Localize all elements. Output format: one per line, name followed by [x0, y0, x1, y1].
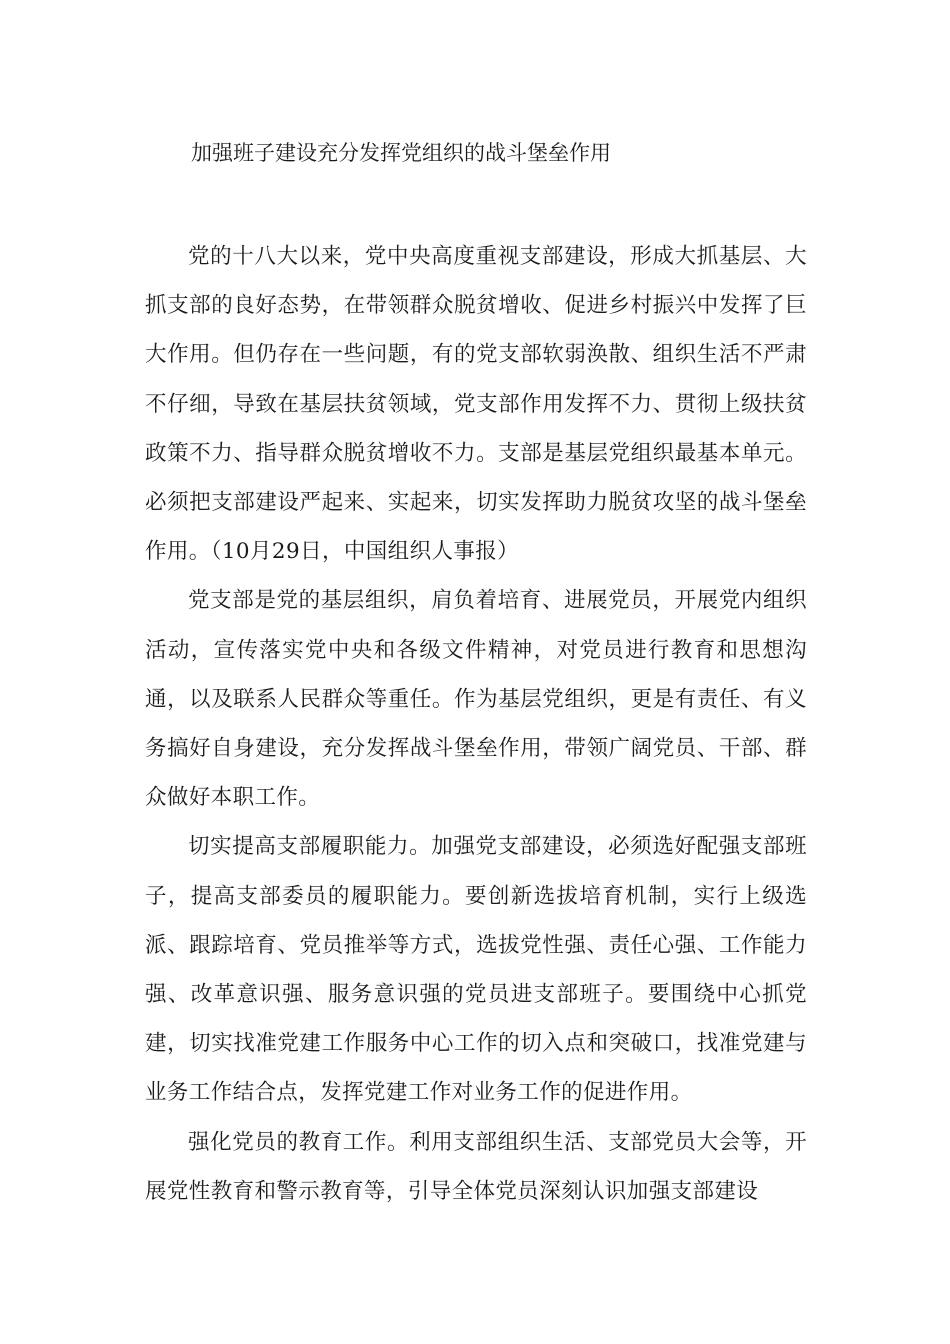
paragraph-1: 党的十八大以来，党中央高度重视支部建设，形成大抓基层、大抓支部的良好态势，在带领群众脱贫增收、促进乡村振兴中发挥了巨大作用。但仍存在一些问题，有的党支部软弱涣散、组织生活不严肃不仔细，导致在基层扶贫领域，党支部作用发挥不力、贯彻上级扶贫政策不力、指导群众脱贫增收不力。支部是基层党组织最基本单元。必须把支部建设严起来、实起来，切实发挥助力脱贫攻坚的战斗堡垒作用。（10月29日，中国组织人事报）	[145, 244, 807, 565]
document-body	[145, 232, 807, 1216]
document-title: 加强班子建设充分发挥党组织的战斗堡垒作用	[191, 141, 611, 165]
paragraph-3: 切实提高支部履职能力。加强党支部建设，必须选好配强支部班子，提高支部委员的履职能力。要创新选拔培育机制，实行上级选派、跟踪培育、党员推举等方式，选拔党性强、责任心强、工作能力强、改革意识强、服务意识强的党员进支部班子。要围绕中心抓党建，切实找准党建工作服务中心工作的切入点和突破口，找准党建与业务工作结合点，发挥党建工作对业务工作的促进作用。	[145, 834, 807, 1106]
paragraph-4: 强化党员的教育工作。利用支部组织生活、支部党员大会等，开展党性教育和警示教育等，引导全体党员深刻认识加强支部建设	[145, 1129, 807, 1204]
paragraph-2: 党支部是党的基层组织，肩负着培育、进展党员，开展党内组织活动，宣传落实党中央和各级文件精神，对党员进行教育和思想沟通，以及联系人民群众等重任。作为基层党组织，更是有责任、有义务搞好自身建设，充分发挥战斗堡垒作用，带领广阔党员、干部、群众做好本职工作。	[145, 588, 807, 811]
